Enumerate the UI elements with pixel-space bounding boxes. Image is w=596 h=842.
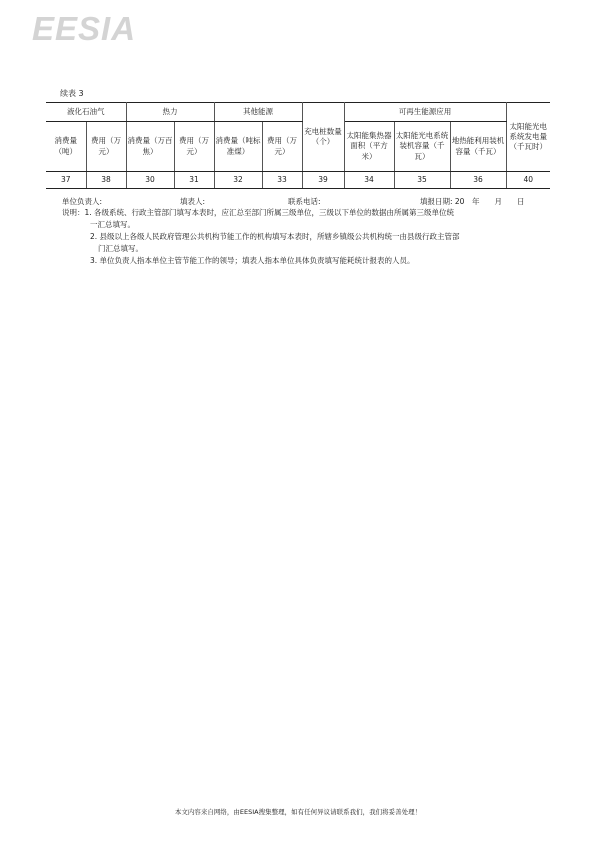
- footer-disclaimer: 本文内容来自网络，由EESIA搜集整理，如有任何异议请联系我们，我们将妥善处理！: [174, 808, 422, 816]
- row-number: 40: [506, 172, 550, 189]
- subheader-geothermal-capacity: 地热能利用装机容量（千瓦）: [450, 122, 506, 172]
- row-number: 30: [126, 172, 174, 189]
- subheader-heat-amount: 消费量（万百焦）: [126, 122, 174, 172]
- note-line: 3. 单位负责人指本单位主管节能工作的领导；填表人指本单位具体负责填写能耗统计报表的人员。: [90, 256, 415, 265]
- filler-label: 填表人:: [180, 197, 206, 206]
- row-number: 32: [214, 172, 262, 189]
- subheader-other-amount: 消费量（吨标准煤）: [214, 122, 262, 172]
- note-line: 说明：1. 各级系统、行政主管部门填写本表时，应汇总至部门所属三级单位，三级以下单位的数据由所属第三级单位统: [62, 208, 455, 217]
- row-number: 36: [450, 172, 506, 189]
- row-number: 38: [86, 172, 126, 189]
- energy-consumption-table: [46, 102, 550, 189]
- row-number: 37: [46, 172, 86, 189]
- note-line: 2. 县级以上各级人民政府管理公共机构节能工作的机构填写本表时，所辖乡镇级公共机构统一由县级行政主管部: [90, 232, 460, 241]
- row-number: 35: [394, 172, 450, 189]
- table-label: 续表 3: [60, 89, 84, 98]
- subheader-other-cost: 费用（万元）: [262, 122, 302, 172]
- subheader-lpg-amount: 消费量（吨）: [46, 122, 86, 172]
- subheader-solar-collector-area: 太阳能集热器面积（平方米）: [344, 122, 394, 172]
- header-heat: 热力: [126, 103, 214, 122]
- report-date-label: 填报日期: 20 年 月 日: [420, 197, 525, 206]
- header-solar-generation: 太阳能光电系统发电量（千瓦时）: [506, 103, 550, 172]
- header-lpg: 液化石油气: [46, 103, 126, 122]
- header-renewable: 可再生能源应用: [344, 103, 506, 122]
- header-charging-piles: 充电桩数量（个）: [302, 103, 344, 172]
- phone-label: 联系电话:: [288, 197, 321, 206]
- row-number: 34: [344, 172, 394, 189]
- subheader-heat-cost: 费用（万元）: [174, 122, 214, 172]
- subheader-lpg-cost: 费用（万元）: [86, 122, 126, 172]
- row-number: 33: [262, 172, 302, 189]
- header-other-energy: 其他能源: [214, 103, 302, 122]
- eesia-logo: EESIA: [32, 10, 137, 47]
- notes: [62, 207, 550, 267]
- row-number: 31: [174, 172, 214, 189]
- unit-head-label: 单位负责人:: [62, 197, 103, 206]
- table-row-numbers: [46, 172, 550, 189]
- note-line: 一汇总填写。: [90, 220, 135, 229]
- subheader-solar-pv-capacity: 太阳能光电系统装机容量（千瓦）: [394, 122, 450, 172]
- row-number: 39: [302, 172, 344, 189]
- note-line: 门汇总填写。: [98, 244, 143, 253]
